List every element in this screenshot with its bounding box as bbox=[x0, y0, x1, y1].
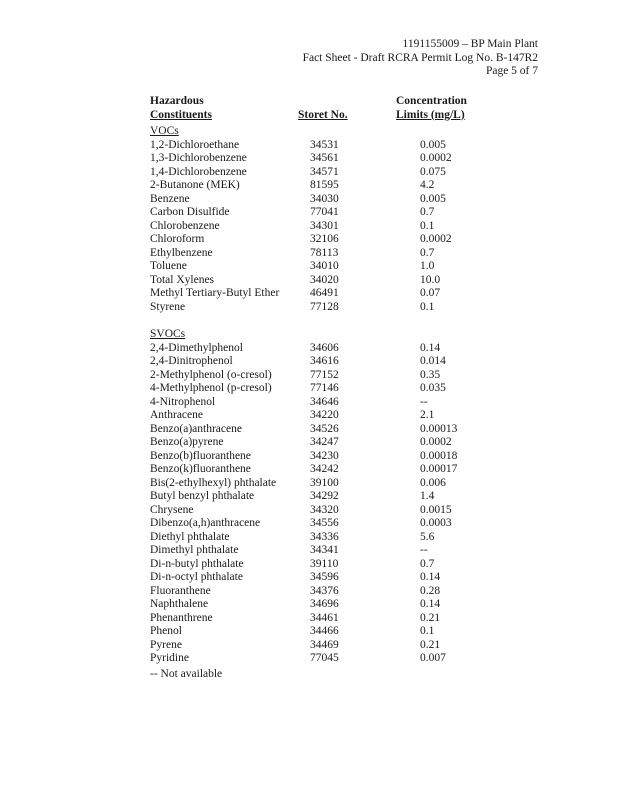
constituent-name: 4-Nitrophenol bbox=[150, 395, 216, 408]
storet-number: 34696 bbox=[310, 598, 339, 610]
concentration-limit: 0.1 bbox=[420, 625, 435, 637]
storet-number: 34020 bbox=[310, 273, 339, 286]
table-row bbox=[150, 585, 480, 599]
storet-number: 34556 bbox=[310, 517, 339, 529]
concentration-limit: 0.14 bbox=[420, 598, 441, 610]
concentration-limit: 0.1 bbox=[420, 300, 435, 313]
constituent-name: 4-Methylphenol (p-cresol) bbox=[150, 382, 272, 394]
constituent-name: 2-Methylphenol (o-cresol) bbox=[150, 368, 272, 381]
constituent-name: 1,2-Dichloroethane bbox=[150, 138, 240, 151]
table-row bbox=[150, 531, 480, 545]
storet-number: 34606 bbox=[310, 341, 339, 354]
table-row bbox=[150, 382, 480, 396]
storet-number: 34336 bbox=[310, 530, 339, 543]
concentration-limit: 2.1 bbox=[420, 409, 435, 421]
svoc-section-title: SVOCs bbox=[150, 328, 186, 340]
table-row bbox=[150, 544, 480, 558]
concentration-limit: 0.0002 bbox=[420, 436, 452, 448]
header-page-number: Page 5 of 7 bbox=[485, 65, 538, 77]
column-header-concentration-line2: Limits (mg/L) bbox=[396, 109, 465, 121]
table-row bbox=[150, 625, 480, 639]
storet-number: 81595 bbox=[310, 179, 339, 191]
constituent-name: Pyridine bbox=[150, 652, 189, 664]
concentration-limit: 0.0015 bbox=[420, 503, 452, 516]
table-row bbox=[150, 504, 480, 518]
storet-number: 34596 bbox=[310, 571, 339, 583]
header-document: Fact Sheet - Draft RCRA Permit Log No. B-147R2 bbox=[302, 51, 538, 64]
column-header-storet bbox=[298, 108, 348, 122]
constituent-name: Di-n-octyl phthalate bbox=[150, 571, 243, 583]
concentration-limit: 0.7 bbox=[420, 557, 435, 570]
storet-number: 78113 bbox=[310, 246, 339, 259]
storet-number: 46491 bbox=[310, 287, 339, 299]
storet-number: 34466 bbox=[310, 625, 339, 637]
constituent-name: Benzene bbox=[150, 192, 190, 205]
concentration-limit: 0.035 bbox=[420, 382, 446, 394]
table-row bbox=[150, 152, 480, 166]
column-header-constituents-line2: Constituents bbox=[150, 109, 212, 121]
constituent-name: Dimethyl phthalate bbox=[150, 544, 239, 556]
storet-number: 34220 bbox=[310, 409, 339, 421]
table-row bbox=[150, 233, 480, 247]
concentration-limit: -- bbox=[420, 544, 428, 556]
concentration-limit: 0.0003 bbox=[420, 517, 452, 529]
table-row bbox=[150, 477, 480, 491]
storet-number: 32106 bbox=[310, 233, 339, 245]
constituent-name: 2-Butanone (MEK) bbox=[150, 179, 240, 191]
table-row bbox=[150, 301, 480, 315]
footnote: -- Not available bbox=[150, 668, 223, 680]
svoc-section bbox=[150, 328, 480, 666]
storet-number: 77045 bbox=[310, 652, 339, 664]
storet-number: 77041 bbox=[310, 206, 339, 218]
page-header bbox=[303, 38, 538, 79]
concentration-limit: 0.14 bbox=[420, 341, 441, 354]
concentration-limit: 0.1 bbox=[420, 219, 435, 232]
voc-table bbox=[150, 139, 480, 315]
concentration-limit: 0.7 bbox=[420, 246, 435, 259]
table-row bbox=[150, 342, 480, 356]
concentration-limit: 0.075 bbox=[420, 165, 446, 178]
constituent-name: Chrysene bbox=[150, 503, 194, 516]
constituent-name: 1,4-Dichlorobenzene bbox=[150, 165, 247, 178]
constituent-name: Styrene bbox=[150, 300, 186, 313]
constituent-name: Chlorobenzene bbox=[150, 219, 220, 232]
constituent-name: Diethyl phthalate bbox=[150, 530, 230, 543]
constituent-name: Chloroform bbox=[150, 233, 205, 245]
table-row bbox=[150, 490, 480, 504]
storet-number: 34341 bbox=[310, 544, 339, 556]
constituent-name: Naphthalene bbox=[150, 598, 209, 610]
table-row bbox=[150, 369, 480, 383]
table-row bbox=[150, 179, 480, 193]
column-header-concentration bbox=[396, 94, 467, 122]
table-row bbox=[150, 558, 480, 572]
constituent-name: Anthracene bbox=[150, 409, 203, 421]
concentration-limit: 4.2 bbox=[420, 179, 435, 191]
column-header-constituents-line1: Hazardous bbox=[150, 95, 204, 107]
concentration-limit: 0.00017 bbox=[420, 463, 458, 475]
storet-number: 39110 bbox=[310, 557, 339, 570]
storet-number: 34526 bbox=[310, 422, 339, 435]
concentration-limit: 0.0002 bbox=[420, 152, 452, 164]
table-row bbox=[150, 274, 480, 288]
table-row bbox=[150, 220, 480, 234]
concentration-limit: 1.4 bbox=[420, 490, 435, 502]
storet-number: 34320 bbox=[310, 503, 339, 516]
constituent-name: Ethylbenzene bbox=[150, 246, 213, 259]
table-row bbox=[150, 409, 480, 423]
table-row bbox=[150, 463, 480, 477]
table-row bbox=[150, 193, 480, 207]
constituent-name: Benzo(a)anthracene bbox=[150, 422, 242, 435]
constituent-name: Phenanthrene bbox=[150, 611, 213, 624]
table-row bbox=[150, 571, 480, 585]
constituent-name: 1,3-Dichlorobenzene bbox=[150, 152, 247, 164]
concentration-limit: 0.006 bbox=[420, 476, 446, 489]
table-row bbox=[150, 450, 480, 464]
storet-number: 34646 bbox=[310, 395, 339, 408]
storet-number: 34010 bbox=[310, 260, 339, 272]
storet-number: 77128 bbox=[310, 300, 339, 313]
voc-section bbox=[150, 125, 480, 314]
storet-number: 34030 bbox=[310, 192, 339, 205]
column-header-constituents bbox=[150, 94, 212, 122]
constituent-name: Phenol bbox=[150, 625, 182, 637]
storet-number: 34376 bbox=[310, 584, 339, 597]
constituent-name: Dibenzo(a,h)anthracene bbox=[150, 517, 261, 529]
storet-number: 34301 bbox=[310, 219, 339, 232]
concentration-limit: 0.00013 bbox=[420, 422, 458, 435]
concentration-limit: 0.21 bbox=[420, 638, 441, 651]
table-row bbox=[150, 639, 480, 653]
table-row bbox=[150, 396, 480, 410]
column-header-concentration-line1: Concentration bbox=[396, 95, 467, 107]
table-row bbox=[150, 287, 480, 301]
concentration-limit: 10.0 bbox=[420, 273, 441, 286]
storet-number: 34292 bbox=[310, 490, 339, 502]
storet-number: 77152 bbox=[310, 368, 339, 381]
table-row bbox=[150, 206, 480, 220]
table-row bbox=[150, 355, 480, 369]
storet-number: 34531 bbox=[310, 138, 339, 151]
storet-number: 34461 bbox=[310, 611, 339, 624]
concentration-limit: 0.35 bbox=[420, 368, 441, 381]
constituent-name: Benzo(b)fluoranthene bbox=[150, 449, 251, 462]
constituent-name: Toluene bbox=[150, 260, 187, 272]
concentration-limit: -- bbox=[420, 395, 428, 408]
table-row bbox=[150, 612, 480, 626]
concentration-limit: 0.14 bbox=[420, 571, 441, 583]
constituent-name: Methyl Tertiary-Butyl Ether bbox=[150, 287, 280, 299]
table-row bbox=[150, 517, 480, 531]
concentration-limit: 1.0 bbox=[420, 260, 435, 272]
concentration-limit: 0.07 bbox=[420, 287, 441, 299]
storet-number: 77146 bbox=[310, 382, 339, 394]
concentration-limit: 0.7 bbox=[420, 206, 435, 218]
constituent-name: Pyrene bbox=[150, 638, 182, 651]
table-row bbox=[150, 652, 480, 666]
header-facility: 1191155009 – BP Main Plant bbox=[402, 38, 538, 50]
constituent-name: Bis(2-ethylhexyl) phthalate bbox=[150, 476, 277, 489]
storet-number: 34247 bbox=[310, 436, 339, 448]
table-row bbox=[150, 139, 480, 153]
concentration-limit: 0.014 bbox=[420, 355, 446, 367]
concentration-limit: 0.21 bbox=[420, 611, 441, 624]
table-row bbox=[150, 423, 480, 437]
concentration-limit: 0.005 bbox=[420, 138, 446, 151]
storet-number: 34230 bbox=[310, 449, 339, 462]
table-row bbox=[150, 166, 480, 180]
storet-number: 34561 bbox=[310, 152, 339, 164]
column-header-storet-label: Storet No. bbox=[298, 109, 348, 121]
concentration-limit: 0.0002 bbox=[420, 233, 452, 245]
storet-number: 34469 bbox=[310, 638, 339, 651]
constituent-name: Di-n-butyl phthalate bbox=[150, 557, 244, 570]
voc-section-title: VOCs bbox=[150, 125, 179, 137]
constituent-name: Butyl benzyl phthalate bbox=[150, 490, 255, 502]
constituent-name: Benzo(a)pyrene bbox=[150, 436, 224, 448]
constituent-name: 2,4-Dimethylphenol bbox=[150, 341, 243, 354]
constituent-name: Benzo(k)fluoranthene bbox=[150, 463, 251, 475]
storet-number: 39100 bbox=[310, 476, 339, 489]
table-row bbox=[150, 436, 480, 450]
svoc-table bbox=[150, 342, 480, 666]
concentration-limit: 0.00018 bbox=[420, 449, 458, 462]
concentration-limit: 5.6 bbox=[420, 530, 435, 543]
storet-number: 34242 bbox=[310, 463, 339, 475]
constituent-name: Fluoranthene bbox=[150, 584, 211, 597]
storet-number: 34571 bbox=[310, 165, 339, 178]
concentration-limit: 0.005 bbox=[420, 192, 446, 205]
concentration-limit: 0.007 bbox=[420, 652, 446, 664]
constituent-name: 2,4-Dinitrophenol bbox=[150, 355, 233, 367]
constituent-name: Carbon Disulfide bbox=[150, 206, 230, 218]
concentration-limit: 0.28 bbox=[420, 584, 441, 597]
table-row bbox=[150, 247, 480, 261]
table-row bbox=[150, 260, 480, 274]
storet-number: 34616 bbox=[310, 355, 339, 367]
constituent-name: Total Xylenes bbox=[150, 273, 215, 286]
table-row bbox=[150, 598, 480, 612]
